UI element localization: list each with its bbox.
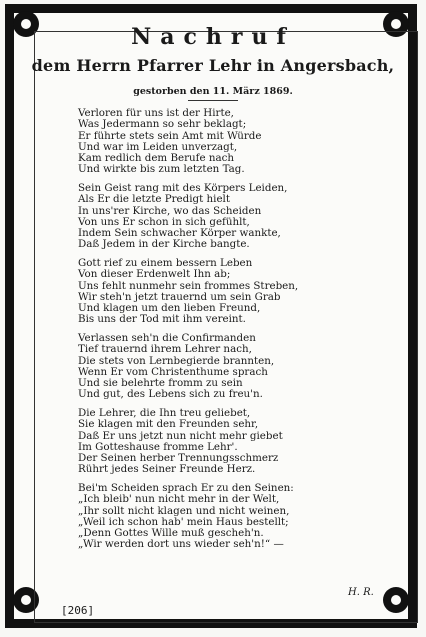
poem-line: Was Jedermann so sehr beklagt; <box>78 118 247 131</box>
poem-line: Von dieser Erdenwelt Ihn ab; <box>78 268 231 281</box>
poem-line: Gott rief zu einem bessern Leben <box>78 257 253 269</box>
author-signature: H. R. <box>348 587 374 598</box>
poem-line: Sein Geist rang mit des Körpers Leiden, <box>78 182 288 194</box>
poem-line: Rührt jedes Seiner Freunde Herz. <box>78 463 256 476</box>
poem-line: Verloren für uns ist der Hirte, <box>78 107 234 119</box>
poem-stanza <box>78 108 398 176</box>
poem-line: Und sie belehrte fromm zu sein <box>78 377 243 389</box>
poem-stanza <box>78 183 398 251</box>
poem-line: Sie klagen mit den Freunden sehr, <box>78 418 259 431</box>
poem-line: Der Seinen herber Trennungsschmerz <box>78 452 279 464</box>
poem-line: Tief trauernd ihrem Lehrer nach, <box>78 343 252 356</box>
poem-line: Und war im Leiden unverzagt, <box>78 140 238 153</box>
poem-line: „Weil ich schon hab' mein Haus bestellt; <box>78 515 289 528</box>
poem-stanza <box>78 408 398 476</box>
title-divider <box>188 100 238 101</box>
poem-line: Daß Er uns jetzt nun nicht mehr giebet <box>78 429 283 442</box>
poem-line: Im Gotteshause fromme Lehr'. <box>78 440 238 453</box>
poem-body <box>78 108 398 558</box>
poem-stanza <box>78 483 398 551</box>
poem-stanza <box>78 258 398 326</box>
poem-line: „Ich bleib' nun nicht mehr in der Welt, <box>78 493 280 506</box>
poem-line: Verlassen seh'n die Confirmanden <box>78 332 256 344</box>
poem-line: Indem Sein schwacher Körper wankte, <box>78 227 281 239</box>
poem-line: Die stets von Lernbegierde brannten, <box>78 354 275 367</box>
poem-line: Bei'm Scheiden sprach Er zu den Seinen: <box>78 482 294 494</box>
poem-line: Uns fehlt nunmehr sein frommes Streben, <box>78 279 299 292</box>
page-number: [206] <box>58 604 97 617</box>
poem-line: Die Lehrer, die Ihn treu geliebet, <box>78 407 251 419</box>
poem-line: Als Er die letzte Predigt hielt <box>78 193 230 206</box>
poem-line: Bis uns der Tod mit ihm vereint. <box>78 313 246 326</box>
poem-line: Daß Jedem in der Kirche bangte. <box>78 238 250 251</box>
poem-line: Von uns Er schon in sich gefühlt, <box>78 215 250 228</box>
poem-line: „Wir werden dort uns wieder seh'n!“ — <box>78 538 284 551</box>
poem-line: In uns'rer Kirche, wo das Scheiden <box>78 204 262 217</box>
poem-line: „Ihr sollt nicht klagen und nicht weinen, <box>78 504 290 517</box>
poem-line: Kam redlich dem Berufe nach <box>78 152 235 164</box>
poem-line: Er führte stets sein Amt mit Würde <box>78 129 262 142</box>
poem-line: „Denn Gottes Wille muß gescheh'n. <box>78 527 264 539</box>
poem-stanza <box>78 333 398 401</box>
document-title: Nachruf <box>131 24 295 50</box>
poem-line: Und wirkte bis zum letzten Tag. <box>78 163 245 176</box>
document-subtitle: dem Herrn Pfarrer Lehr in Angersbach, <box>31 56 395 75</box>
poem-line: Wenn Er vom Christenthume sprach <box>78 365 268 378</box>
poem-line: Und klagen um den lieben Freund, <box>78 302 261 314</box>
poem-line: Und gut, des Lebens sich zu freu'n. <box>78 388 263 401</box>
death-date-line: gestorben den 11. März 1869. <box>133 86 293 97</box>
poem-line: Wir steh'n jetzt trauernd um sein Grab <box>78 290 281 303</box>
